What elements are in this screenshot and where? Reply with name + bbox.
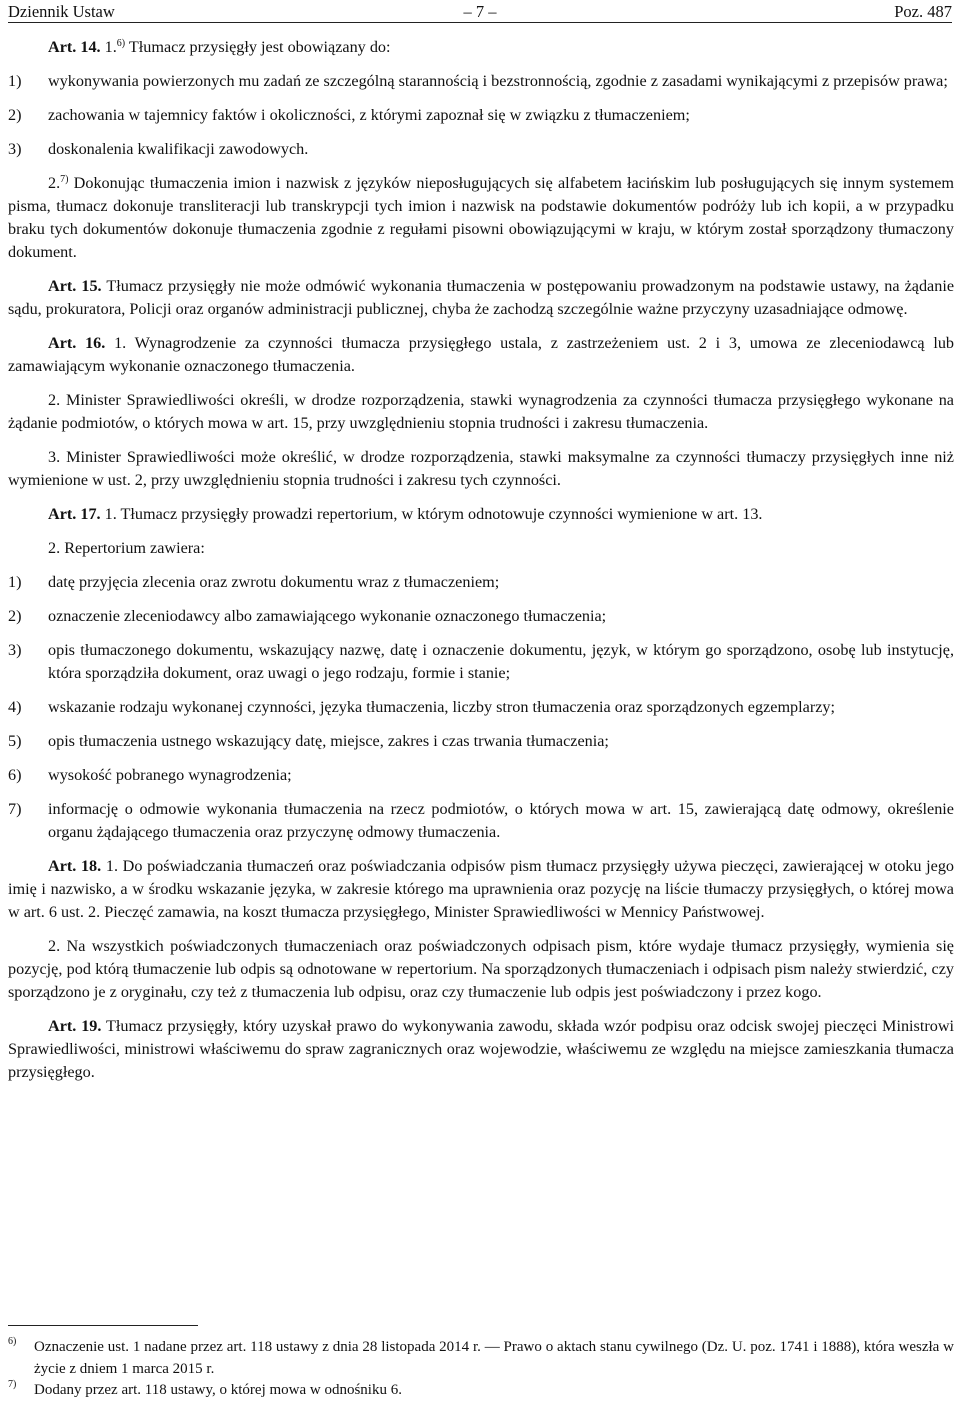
art17-ust1: Art. 17. 1. Tłumacz przysięgły prowadzi repertorium, w którym odnotowuje czynności wymienione w art. 13. bbox=[48, 505, 763, 523]
art19-label: Art. 19. bbox=[48, 1017, 102, 1035]
art19-paragraph: Art. 19. Tłumacz przysięgły, który uzyskał prawo do wykonywania zawodu, składa wzór podpisu oraz odcisk swojej pieczęci Ministrowi Sprawiedliwości, ministrowi właściwemu do spraw zagranicznych oraz wojewodzie, właściwemu ze względu na miejsce zamieszkania tłumacza przysięgłego. bbox=[8, 1017, 955, 1081]
art14-intro-text: Tłumacz przysięgły jest obowiązany do: bbox=[128, 38, 391, 56]
list-item: 3) doskonalenia kwalifikacji zawodowych. bbox=[8, 140, 309, 158]
art17-label: Art. 17. bbox=[48, 505, 101, 523]
art14-ust1-intro bbox=[8, 36, 954, 59]
footnote-divider bbox=[8, 1325, 198, 1326]
list-item: 7) informację o odmowie wykonania tłumaczenia na rzecz podmiotów, o których mowa w art. 15, zawierającą datę odmowy, określenie organu żądającego tłumaczenia oraz przyczynę odmowy tłumaczenia. bbox=[8, 800, 954, 841]
art15-paragraph: Art. 15. Tłumacz przysięgły nie może odmówić wykonania tłumaczenia w postępowaniu prowadzonym na podstawie ustawy, na żądanie sądu, prokuratora, Policji oraz organów administracji publicznej, chyba że zachodzą szczególnie ważne przyczyny uzasadniające odmowę. bbox=[8, 277, 955, 318]
art18-ust1: Art. 18. 1. Do poświadczania tłumaczeń oraz poświadczania odpisów pism tłumacz przysięgły używa pieczęci, zawierającej w otoku jego imię i nazwisko, a w środku wskazanie języka, w zakresie którego ma uprawnienia oraz pozycję na liście tłumaczy przysięgłych, o której mowa w art. 6 ust. 2. Pieczęć zamawia, na koszt tłumacza przysięgłego, Minister Sprawiedliwości w Mennicy Państwowej. bbox=[8, 857, 955, 921]
list-item: 2) oznaczenie zleceniodawcy albo zamawiającego wykonanie oznaczonego tłumaczenia; bbox=[8, 607, 607, 625]
art18-label: Art. 18. bbox=[48, 857, 102, 875]
list-item: 3) opis tłumaczonego dokumentu, wskazujący nazwę, datę i oznaczenie dokumentu, język, w którym go sporządzono, osobę lub instytucję, która sporządziła dokument, oraz uwagi o jego rodzaju, formie i stanie; bbox=[8, 641, 954, 682]
page-number: – 7 – bbox=[463, 2, 497, 21]
footnotes bbox=[8, 1337, 954, 1402]
footnote-ref-6: 6) bbox=[116, 38, 126, 49]
art18-ust2: 2. Na wszystkich poświadczonych tłumaczeniach oraz poświadczonych odpisach pism, które wydaje tłumacz przysięgły, wymienia się pozycję, pod którą tłumaczenie lub odpis są odnotowane w repertorium. Na sporządzonych tłumaczeniach i odpisach pism należy stwierdzić, czy sporządzono je z oryginału, czy też z tłumaczenia lub odpisu, oraz czy tłumaczenie lub odpis jest poświadczony i przez kogo. bbox=[8, 937, 954, 1001]
art16-ust1: Art. 16. 1. Wynagrodzenie za czynności tłumacza przysięgłego ustala, z zastrzeżeniem ust. 2 i 3, umowa ze zleceniodawcą lub zamawiającym wykonanie oznaczonego tłumaczenia. bbox=[8, 334, 955, 375]
art14-ust2: 2.$^{7)}$ Dokonując tłumaczenia imion i nazwisk z języków nieposługujących się alfabetem łacińskim lub posługujących się innym systemem pisma, tłumacz dokonuje transliteracji lub transkrypcji tych imion i nazwisk na podstawie dokumentów podróży lub ich kopii, a w przypadku braku tych dokumentów dokonuje tłumaczenia zgodnie z regułami pisowni obowiązującymi w kraju, w którym został sporządzony tłumaczony dokument. bbox=[8, 174, 955, 261]
footnote-6: 6) Oznaczenie ust. 1 nadane przez art. 118 ustawy z dnia 28 listopada 2014 r. — Prawo o aktach stanu cywilnego (Dz. U. poz. 1741 i 1888), która weszła w życie z dniem 1 marca 2015 r. bbox=[8, 1336, 954, 1377]
art16-ust3: 3. Minister Sprawiedliwości może określić, w drodze rozporządzenia, stawki maksymalne za czynności tłumaczy przysięgłych inne niż wymienione w ust. 2, przy uwzględnieniu stopnia trudności i zakresu tych czynności. bbox=[8, 448, 954, 489]
list-item: 5) opis tłumaczenia ustnego wskazujący datę, miejsce, zakres i czas trwania tłumaczenia; bbox=[8, 732, 609, 750]
page-header bbox=[8, 0, 952, 22]
document-body bbox=[8, 36, 954, 1084]
art16-label: Art. 16. bbox=[48, 334, 106, 352]
list-item: 1) wykonywania powierzonych mu zadań ze szczególną starannością i bezstronnością, zgodnie z zasadami wynikającymi z przepisów prawa; bbox=[8, 72, 948, 90]
art14-ust1-num: 1. bbox=[104, 38, 117, 56]
list-item: 4) wskazanie rodzaju wykonanej czynności, języka tłumaczenia, liczby stron tłumaczenia oraz sporządzonych egzemplarzy; bbox=[8, 698, 835, 716]
footnote-ref-7: 7) bbox=[60, 174, 69, 185]
list-item: 2) zachowania w tajemnicy faktów i okoliczności, z którymi zapoznał się w związku z tłumaczeniem; bbox=[8, 106, 690, 124]
list-item: 1) datę przyjęcia zlecenia oraz zwrotu dokumentu wraz z tłumaczeniem; bbox=[8, 573, 500, 591]
list-item: 6) wysokość pobranego wynagrodzenia; bbox=[8, 766, 292, 784]
art16-ust2: 2. Minister Sprawiedliwości określi, w drodze rozporządzenia, stawki wynagrodzenia za czynności tłumacza przysięgłego wykonane na żądanie podmiotów, o których mowa w art. 15, przy uwzględnieniu stopnia trudności i zakresu tłumaczenia. bbox=[8, 391, 954, 432]
art14-label: Art. 14. bbox=[48, 38, 101, 56]
journal-title: Dziennik Ustaw bbox=[8, 2, 115, 21]
art15-label: Art. 15. bbox=[48, 277, 102, 295]
header-divider bbox=[8, 22, 952, 23]
position-number: Poz. 487 bbox=[894, 2, 952, 21]
art17-ust2: 2. Repertorium zawiera: bbox=[48, 539, 205, 557]
footnote-7: 7) Dodany przez art. 118 ustawy, o której mowa w odnośniku 6. bbox=[8, 1379, 402, 1398]
